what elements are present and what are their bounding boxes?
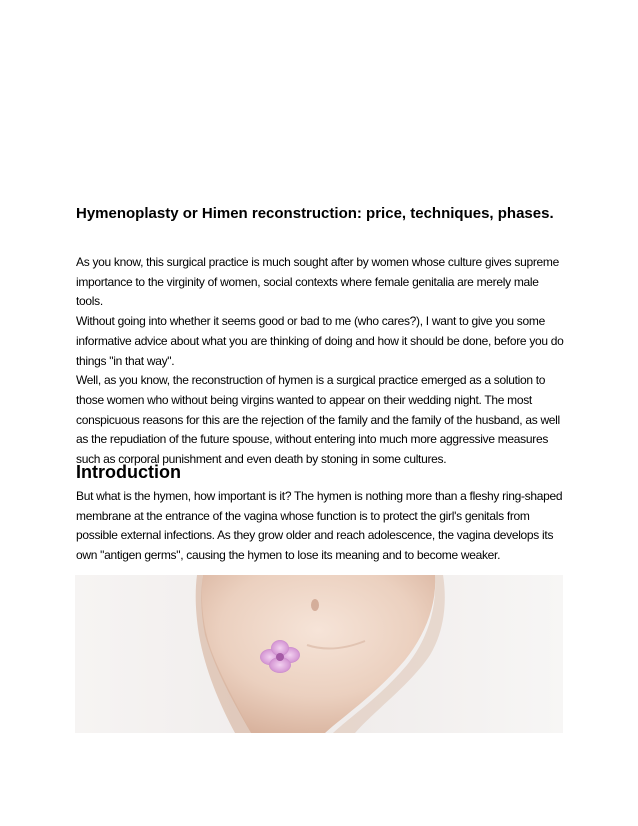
article-title: Hymenoplasty or Himen reconstruction: price, techniques, phases.	[76, 205, 554, 222]
article-photo	[75, 575, 563, 733]
intro-paragraph-1: As you know, this surgical practice is much sought after by women whose culture gives supreme importance to the virginity of women, social contexts where female genitalia are merely male tools.	[76, 255, 560, 309]
intro-paragraph-2: Without going into whether it seems good or bad to me (who cares?), I want to give you some informative advice about what you are thinking of doing and how it should be done, before you do things "in that way".	[76, 314, 564, 368]
section-paragraph: But what is the hymen, how important is it? The hymen is nothing more than a fleshy ring-shaped membrane at the entrance of the vagina whose function is to protect the girl's genitals from possible external infections. As they grow older and reach adolescence, the vagina develops its own "antigen germs", causing the hymen to lose its meaning and to become weaker.	[76, 489, 563, 563]
intro-paragraph-3: Well, as you know, the reconstruction of hymen is a surgical practice emerged as a solution to those women who without being virgins wanted to appear on their wedding night. The most conspicuous reasons for this are the rejection of the family and the family of the husband, as well as the repudiation of the future spouse, without entering into much more aggressive measures such as corporal punishment and even death by stoning in some cultures.	[76, 373, 560, 467]
intro-text	[76, 253, 566, 470]
section-text	[76, 487, 566, 566]
torso-flower-illustration	[75, 575, 563, 733]
section-heading-introduction: Introduction	[76, 462, 181, 482]
